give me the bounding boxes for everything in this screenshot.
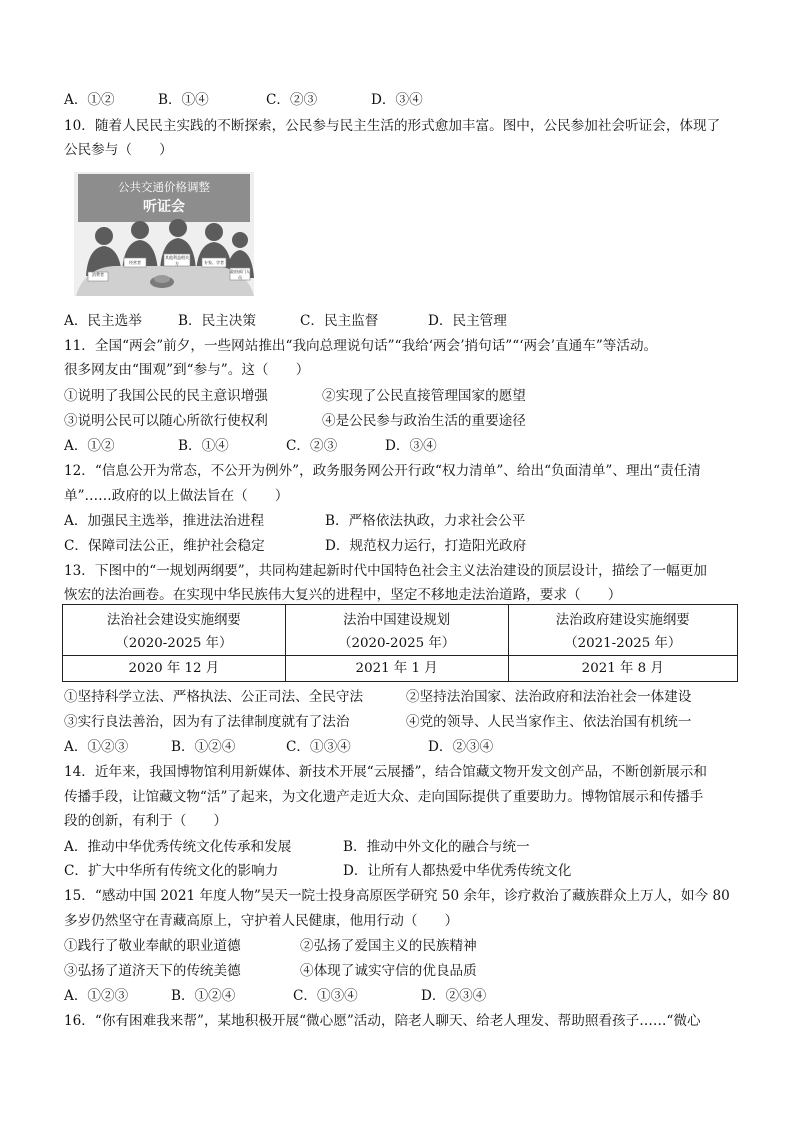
plan-date-1: 2020 年 12 月	[63, 656, 286, 682]
q12-option-d: D．规范权力运行，打造阳光政府	[325, 538, 527, 554]
q14-option-a: A．推动中华优秀传统文化传承和发展	[64, 839, 292, 855]
hearing-figure	[74, 172, 254, 296]
plan-period-1: （2020-2025 年）	[63, 633, 286, 656]
table-row	[63, 656, 738, 682]
plan-date-3: 2021 年 8 月	[508, 656, 738, 682]
q11-statement-1: ①说明了我国公民的民主意识增强	[64, 388, 268, 404]
q10-option-b: B．民主决策	[178, 313, 256, 329]
q15-stem-line2: 多岁仍然坚守在青藏高原上，守护着人民健康，他用行动（ ）	[64, 913, 459, 929]
q15-option-b: B．①②④	[171, 988, 236, 1004]
card-consumer: 消费者	[92, 272, 104, 277]
q15-statement-4: ④体现了诚实守信的优良品质	[300, 963, 477, 979]
q11-option-b: B．①④	[178, 438, 229, 454]
card-government: 政府部门人员	[230, 269, 250, 280]
q12-option-b: B．严格依法执政，力求社会公平	[325, 513, 526, 529]
law-plans-table	[62, 604, 738, 682]
q13-option-a: A．①②③	[64, 739, 129, 755]
q15-option-a: A．①②③	[64, 988, 129, 1004]
q12-stem-line2: 单”……政府的以上做法旨在（ ）	[64, 488, 289, 504]
q16-stem-line1: 16．“你有困难我来帮”，某地积极开展“微心愿”活动，陪老人聊天、给老人理发、帮助照看孩子……“微心	[64, 1013, 701, 1029]
hearing-title-1: 公共交通价格调整	[118, 180, 210, 194]
plan-name-3: 法治政府建设实施纲要	[508, 605, 738, 634]
q15-statement-2: ②弘扬了爱国主义的民族精神	[300, 938, 477, 954]
q15-option-c: C．①③④	[293, 988, 358, 1004]
q11-stem-line2: 很多网友由“围观”到“参与”。这（ ）	[64, 362, 310, 378]
q11-statement-2: ②实现了公民直接管理国家的愿望	[322, 388, 526, 404]
q14-stem-line3: 段的创新，有利于（ ）	[64, 813, 228, 829]
q10-option-d: D．民主管理	[428, 313, 507, 329]
plan-name-2: 法治中国建设规划	[285, 605, 508, 634]
plan-period-2: （2020-2025 年）	[285, 633, 508, 656]
q14-stem-line2: 传播手段，让馆藏文物“活”了起来，为文化遗产走近大众、走向国际提供了重要助力。博物馆展示和传播手	[64, 789, 704, 805]
q13-option-d: D．②③④	[428, 739, 494, 755]
q12-stem-line1: 12．“信息公开为常态，不公开为例外”，政务服务网公开行政“权力清单”、给出“负面清单”、理出“责任清	[64, 463, 701, 479]
q10-option-a: A．民主选举	[64, 313, 142, 329]
q9-option-c: C．②③	[266, 92, 318, 108]
q14-option-d: D．让所有人都热爱中华优秀传统文化	[343, 863, 572, 879]
q15-option-d: D．②③④	[421, 988, 487, 1004]
q11-option-c: C．②③	[286, 438, 338, 454]
q15-statement-1: ①践行了敬业奉献的职业道德	[64, 938, 241, 954]
q15-stem-line1: 15．“感动中国 2021 年度人物”吴天一院士投身高原医学研究 50 余年，诊疗救治了藏族群众上万人，如今 80	[64, 888, 730, 904]
card-expert: 专家、学者	[204, 260, 224, 265]
table-row	[63, 605, 738, 634]
q10-stem-line2: 公民参与（ ）	[64, 142, 173, 158]
q14-option-b: B．推动中外文化的融合与统一	[343, 839, 530, 855]
q9-option-b: B．①④	[158, 92, 209, 108]
card-stakeholder: 其他利益相关方	[165, 255, 189, 266]
q11-option-d: D．③④	[385, 438, 437, 454]
plan-period-3: （2021-2025 年）	[508, 633, 738, 656]
card-operator: 经营者	[129, 260, 141, 265]
q15-statement-3: ③弘扬了道济天下的传统美德	[64, 963, 241, 979]
q13-statement-1: ①坚持科学立法、严格执法、公正司法、全民守法	[64, 689, 364, 705]
hearing-title-2: 听证会	[143, 199, 185, 215]
q14-option-c: C．扩大中华所有传统文化的影响力	[64, 863, 279, 879]
q13-statement-4: ④党的领导、人民当家作主、依法治国有机统一	[406, 714, 692, 730]
q11-option-a: A．①②	[64, 438, 115, 454]
q13-option-b: B．①②④	[171, 739, 236, 755]
q9-option-a: A．①②	[64, 92, 115, 108]
q12-option-c: C．保障司法公正，维护社会稳定	[64, 538, 265, 554]
table-row	[63, 633, 738, 656]
q14-stem-line1: 14．近年来，我国博物馆利用新媒体、新技术开展“云展播”，结合馆藏文物开发文创产品，不断创新展示和	[64, 764, 707, 780]
q13-option-c: C．①③④	[286, 739, 351, 755]
q10-stem-line1: 10．随着人民民主实践的不断探索，公民参与民主生活的形式愈加丰富。图中，公民参加社会听证会，体现了	[64, 118, 721, 134]
q12-option-a: A．加强民主选举，推进法治进程	[64, 513, 265, 529]
q13-statement-2: ②坚持法治国家、法治政府和法治社会一体建设	[406, 689, 692, 705]
q13-stem-line1: 13．下图中的“一规划两纲要”，共同构建起新时代中国特色社会主义法治建设的顶层设计，描绘了一幅更加	[64, 563, 707, 579]
plan-name-1: 法治社会建设实施纲要	[63, 605, 286, 634]
plan-date-2: 2021 年 1 月	[285, 656, 508, 682]
q11-statement-4: ④是公民参与政治生活的重要途径	[322, 413, 526, 429]
q10-option-c: C．民主监督	[300, 313, 379, 329]
q11-stem-line1: 11．全国“两会”前夕，一些网站推出“我向总理说句话”“我给‘两会’捎句话”“‘两会’直通车”等活动。	[64, 338, 658, 354]
q13-statement-3: ③实行良法善治，因为有了法律制度就有了法治	[64, 714, 350, 730]
q9-option-d: D．③④	[371, 92, 423, 108]
q11-statement-3: ③说明公民可以随心所欲行使权利	[64, 413, 268, 429]
q13-stem-line2: 恢宏的法治画卷。在实现中华民族伟大复兴的进程中，坚定不移地走法治道路，要求（ ）	[64, 587, 622, 603]
